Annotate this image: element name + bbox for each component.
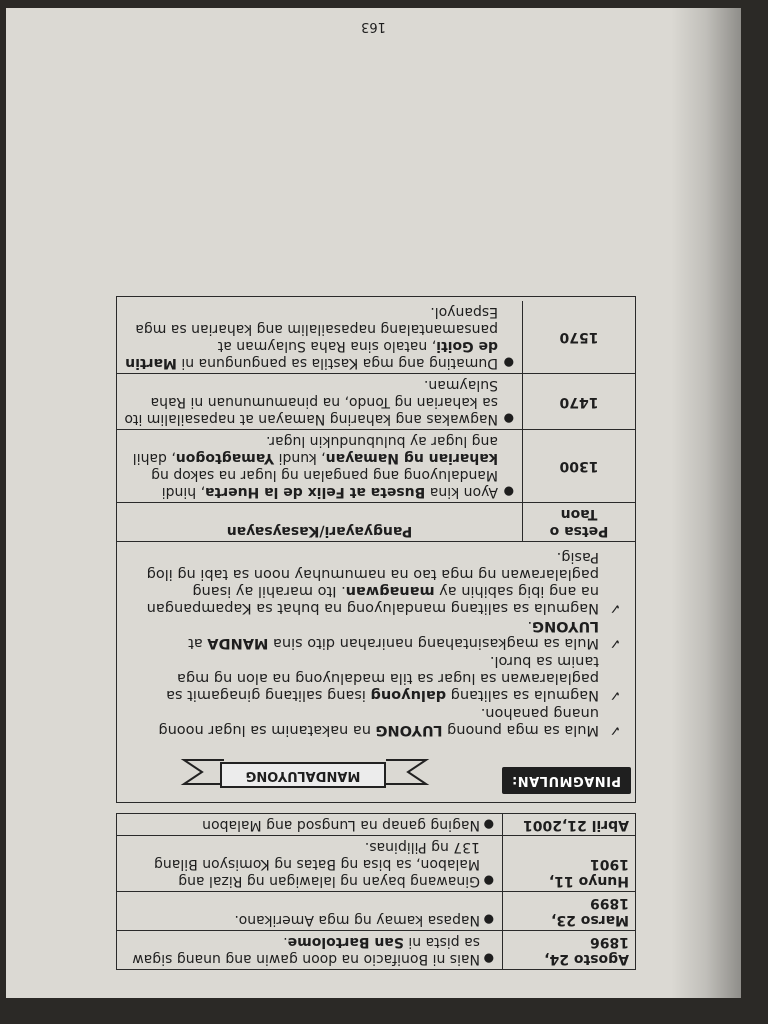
event-year: 1570 — [523, 301, 636, 374]
banner-title: MANDALUYONG — [220, 762, 386, 788]
bold-text: LUYONG — [375, 722, 443, 738]
bold-text: MANDA — [207, 635, 269, 651]
book-spine-shadow — [671, 8, 741, 998]
text-segment: Dumating ang mga Kastila sa pangunguna ni — [176, 355, 498, 371]
checkmark-icon: ✓ — [609, 687, 621, 703]
header-date: Petsa o Taon — [523, 503, 636, 542]
text-segment: . — [527, 618, 533, 634]
bold-text: LUYONG — [532, 618, 599, 634]
event-row — [117, 430, 635, 503]
timeline-desc — [117, 814, 503, 836]
timeline-row — [117, 931, 636, 970]
timeline-date — [503, 931, 636, 970]
text-segment: Mula sa magkasintahang nanirahan dito sina — [268, 635, 599, 651]
timeline-row — [117, 814, 636, 836]
desc-bold: San Bartolome — [287, 934, 404, 950]
bullet-icon: ● — [483, 874, 494, 888]
bullet-icon: ● — [483, 818, 494, 832]
checkmark-icon: ✓ — [609, 600, 621, 616]
date-year: 1899 — [590, 895, 629, 911]
checkmark-icon: ✓ — [609, 635, 621, 651]
event-desc — [117, 430, 523, 503]
timeline-date — [503, 814, 636, 836]
timeline-desc — [117, 836, 503, 892]
pinagmulan-tag: PINAGMULAN: — [502, 767, 631, 794]
bold-text: daluyong — [370, 687, 447, 703]
checkmark-icon: ✓ — [609, 722, 621, 738]
origin-item — [131, 617, 621, 651]
timeline-date — [503, 836, 636, 892]
desc-text: Napasa kamay ng mga Amerikano. — [234, 912, 480, 928]
origin-item — [131, 652, 621, 703]
origin-item — [131, 704, 621, 738]
bold-text: Buseta at Felix de la Huerta — [205, 484, 426, 500]
timeline-desc — [117, 892, 503, 931]
text-segment: , kundi — [274, 450, 326, 466]
text-segment: Nagmula sa salitang mandaluyong na buhat sa Kapampangan na ang ibig sabihin ay — [146, 583, 599, 616]
bold-text: Yamagtogon — [175, 450, 275, 466]
timeline-date — [503, 892, 636, 931]
text-segment: Nagwakas ang kaharing Namayan at napasailalim ito sa kaharian ng Tondo, na pinamumunuan ni Raha Sulayman. — [124, 377, 498, 427]
bullet-icon: ● — [503, 485, 514, 499]
text-segment: at — [188, 635, 208, 651]
timeline-desc — [117, 931, 503, 970]
text-segment: . Ito marahil ay isang paglalarawan ng mga tao na namumuhay noon sa tabi ng ilog Pasig. — [146, 549, 599, 599]
event-year: 1300 — [523, 430, 636, 503]
date-line: Hunyo 11, — [548, 873, 629, 889]
origin-box — [116, 296, 636, 803]
text-segment: isang salitang ginagamit sa paglalarawan sa lugar sa tila madaluyong na alon ng mga tanim sa burol. — [166, 653, 599, 703]
text-segment: Mula sa mga punong — [442, 722, 599, 738]
text-segment: na nakatanim sa lugar noong unang panahon. — [158, 705, 599, 738]
bullet-icon: ● — [503, 356, 514, 370]
event-desc — [117, 374, 523, 430]
date-line: Abril 21,2001 — [523, 817, 629, 833]
events-table — [117, 301, 635, 542]
book-page — [6, 8, 741, 998]
date-line: Marso 23, — [551, 912, 629, 928]
bullet-icon: ● — [483, 913, 494, 927]
text-segment: Ayon kina — [425, 484, 498, 500]
text-segment: , dahil ang lugar ay bulubundukin lugar. — [132, 433, 498, 466]
desc-text: Nais ni Bonifacio na doon gawin ang unang sigaw sa pista ni — [132, 934, 480, 967]
bullet-icon: ● — [503, 412, 514, 426]
event-year: 1470 — [523, 374, 636, 430]
date-line: Agosto 24, — [544, 951, 629, 967]
bold-text: kaharian ng Namayan — [325, 450, 498, 466]
timeline-row — [117, 836, 636, 892]
event-row — [117, 374, 635, 430]
text-segment: , natalo sina Raha Sulayman at pansamantalang napasailalim ang kaharian sa mga Espanyol. — [135, 304, 498, 354]
desc-text: Ginawang bayan ng lalawigan ng Rizal ang Malabon, sa bisa ng Batas ng Komisyon Bilang 137 ng Pilipinas. — [154, 839, 480, 889]
page-content-rotated — [6, 8, 741, 998]
desc-text: Naging ganap na Lungsod ang Malabon — [202, 817, 480, 833]
desc-after: . — [283, 934, 288, 950]
origin-item — [131, 548, 621, 616]
text-segment: Nagmula sa salitang — [446, 687, 599, 703]
mandaluyong-banner — [180, 754, 430, 794]
date-year: 1901 — [590, 856, 629, 872]
origin-list — [131, 548, 621, 738]
header-event: Pangyayari/Kasaysayan — [117, 503, 523, 542]
event-desc — [117, 301, 523, 374]
page-number: 163 — [361, 19, 386, 34]
text-segment: , hindi Mandaluyong ang pangalan ng lugar na sakop ng — [151, 467, 498, 500]
bold-text: managwan — [345, 583, 435, 599]
bold-text: Martin de Goiti — [125, 338, 498, 371]
date-year: 1896 — [590, 934, 629, 950]
timeline-table — [116, 813, 636, 970]
bullet-icon: ● — [483, 952, 494, 966]
timeline-row — [117, 892, 636, 931]
event-row — [117, 301, 635, 374]
